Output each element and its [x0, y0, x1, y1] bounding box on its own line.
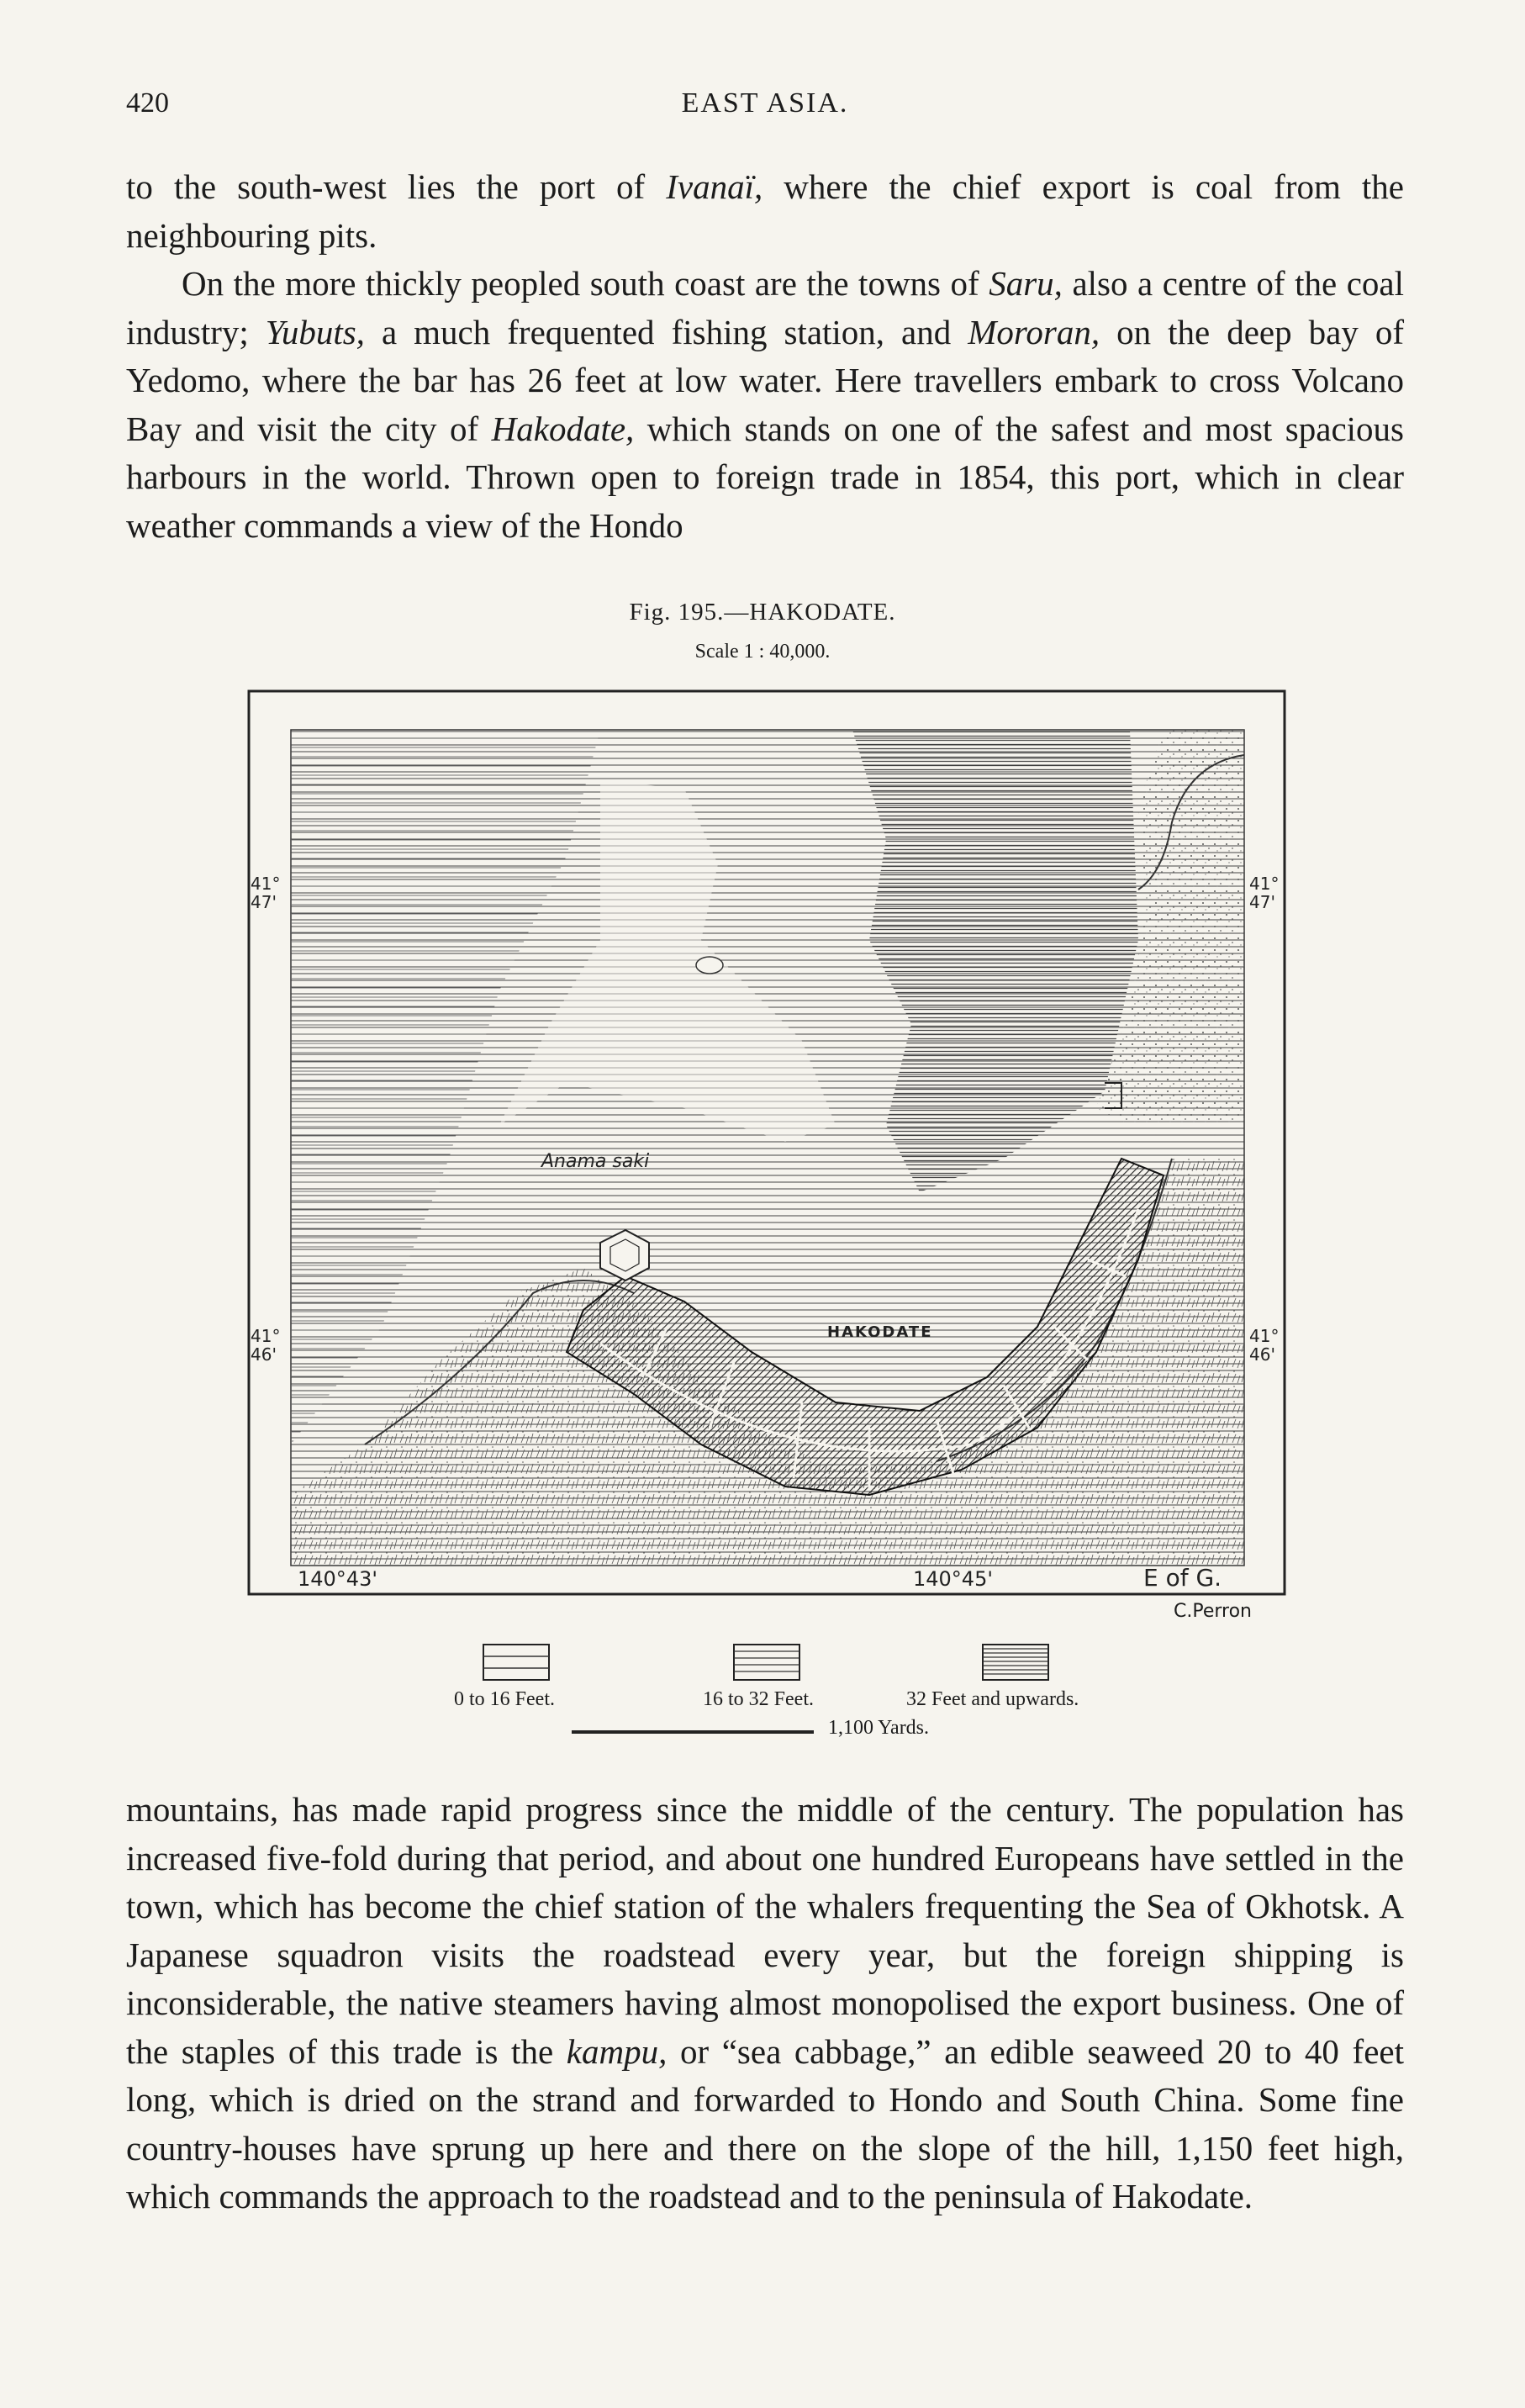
- legend-label-medium: 16 to 32 Feet.: [703, 1688, 814, 1710]
- place-hakodate: Hakodate,: [491, 409, 635, 448]
- figure-caption: Fig. 195.—HAKODATE.: [629, 599, 896, 626]
- lat-label-top-right-deg: 41°: [1249, 874, 1280, 894]
- page-header: [126, 87, 1404, 129]
- place-yubuts: Yubuts,: [265, 312, 365, 351]
- town-label: HAKODATE: [827, 1323, 933, 1341]
- lat-label-bottom-right-deg: 41°: [1249, 1326, 1280, 1346]
- lon-label-left: 140°43': [298, 1567, 377, 1591]
- lon-label-right: 140°45': [913, 1567, 993, 1591]
- lat-label-top-left-deg: 41°: [251, 874, 281, 894]
- text-top: [126, 163, 1404, 550]
- islet: [696, 957, 723, 974]
- text-run: where the chief export is coal from the neighbouring pits.: [126, 167, 1404, 255]
- lat-label-top-left-min: 47': [251, 892, 277, 912]
- legend-swatch-medium: [733, 1644, 800, 1681]
- meridian-label: E of G.: [1143, 1564, 1222, 1592]
- anama-saki-label: Anama saki: [541, 1151, 650, 1172]
- place-ivanai: Ivanaï,: [666, 167, 763, 206]
- lat-label-bottom-left-deg: 41°: [251, 1326, 281, 1346]
- text-bottom: [126, 1786, 1404, 2221]
- text-run: or “sea cabbage,” an edible seaweed 20 to 40 feet long, which is dried on the strand and forwarded to Hondo and South China. Some fine country-houses have sprung up here and there on the slope of the hill, 1,150 feet high, which commands the approach to the roadstead and to the peninsula of Hakodate.: [126, 2031, 1404, 2215]
- legend-swatch-shallow: [483, 1644, 550, 1681]
- term-kampu: kampu,: [566, 2031, 668, 2071]
- legend-label-deep: 32 Feet and upwards.: [906, 1688, 1079, 1710]
- scale-bar-label: 1,100 Yards.: [828, 1717, 930, 1739]
- map-credit: C.Perron: [1174, 1601, 1252, 1622]
- place-saru: Saru,: [989, 264, 1063, 303]
- scale-bar: [572, 1730, 814, 1734]
- lat-label-bottom-left-min: 46': [251, 1344, 277, 1365]
- text-run: a much frequented fishing station, and: [364, 312, 968, 351]
- lat-label-bottom-right-min: 46': [1249, 1344, 1275, 1365]
- text-run: mountains, has made rapid progress since the middle of the century. The population has increased five-fold during that period, and about one hundred Europeans have settled in the town, which has become the chief station of the whalers frequenting the Sea of Okhotsk. A Japanese squadron visits the roadstead every year, but the foreign shipping is inconsiderable, the native steamers having almost monopolised the export business. One of the staples of this trade is the: [126, 1790, 1404, 2071]
- text-run: to the south-west lies the port of: [126, 167, 667, 206]
- text-run: which stands on one of the safest and most spacious harbours in the world. Thrown open to foreign trade in 1854, this port, which in clear weather commands a view of the Hondo: [126, 409, 1404, 545]
- text-run: On the more thickly peopled south coast are the towns of: [182, 264, 989, 303]
- running-head: EAST ASIA.: [681, 87, 849, 119]
- paragraph-3: [126, 1786, 1404, 2221]
- lat-label-top-right-min: 47': [1249, 892, 1275, 912]
- figure-scale: Scale 1 : 40,000.: [694, 641, 831, 663]
- hakodate-map: [247, 688, 1286, 1603]
- paragraph-1: [126, 163, 1404, 260]
- text-run: also a centre of the coal industry;: [126, 264, 1404, 351]
- page-number: 420: [126, 87, 169, 119]
- legend-label-shallow: 0 to 16 Feet.: [454, 1688, 555, 1710]
- legend-swatch-deep: [982, 1644, 1049, 1681]
- paragraph-2: [126, 260, 1404, 550]
- place-mororan: Mororan,: [968, 312, 1100, 351]
- text-run: on the deep bay of Yedomo, where the bar has 26 feet at low water. Here travellers embark to cross Volcano Bay and visit the city of: [126, 312, 1404, 448]
